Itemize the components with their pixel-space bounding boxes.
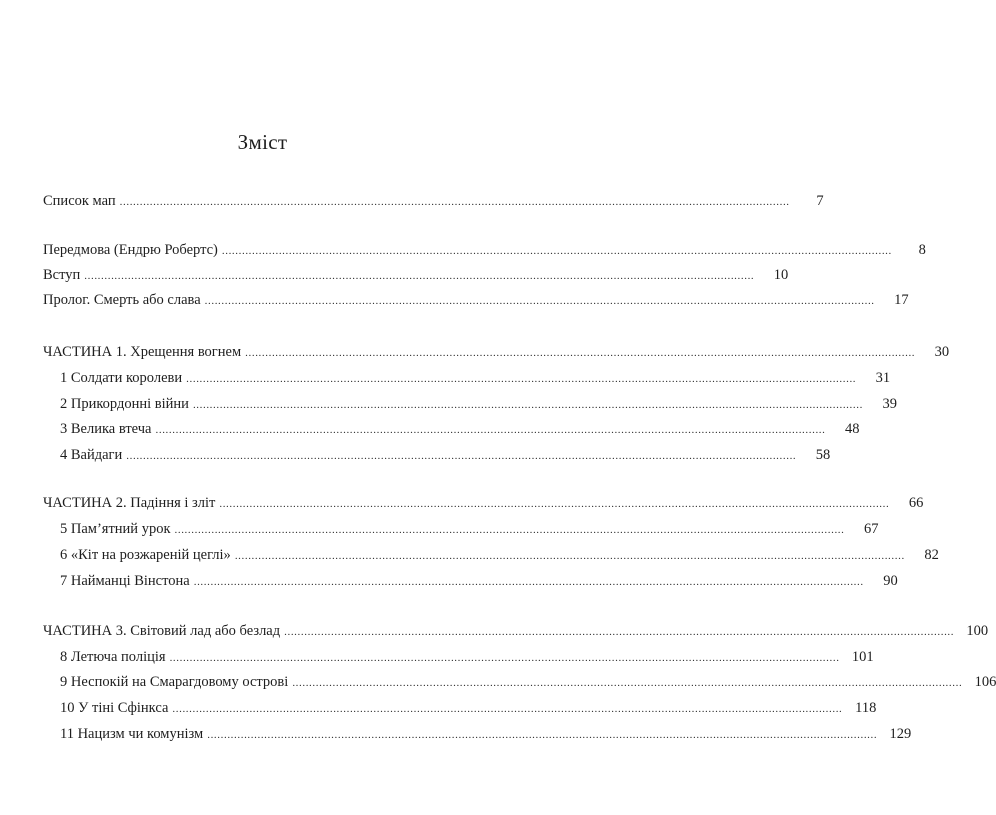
toc-entry — [60, 672, 996, 693]
toc-entry-label: Пролог. Смерть або слава — [43, 292, 201, 308]
toc-entry-label: 9 Неспокій на Смарагдовому острові — [60, 674, 289, 690]
toc-entry — [60, 419, 860, 440]
dot-leader: ........................................................................................................................................................................................................ — [193, 576, 864, 588]
toc-entry-label: Передмова (Ендрю Робертс) — [43, 242, 218, 258]
toc-entry-page: 39 — [882, 396, 897, 412]
toc-entry-label: ЧАСТИНА 1. Хрещення вогнем — [43, 344, 242, 360]
dot-leader: ........................................................................................................................................................................................................ — [186, 373, 857, 385]
toc-entry-label: 8 Летюча поліція — [60, 649, 166, 665]
toc-entry-page: 30 — [934, 344, 950, 360]
toc-entry-page: 7 — [816, 193, 824, 209]
toc-entry-label: 3 Велика втеча — [60, 421, 152, 437]
toc-entry-page: 129 — [889, 726, 912, 742]
toc-entry — [60, 724, 912, 745]
toc-part-heading — [43, 342, 950, 363]
toc-entry-label: 1 Солдати королеви — [60, 370, 183, 386]
dot-leader: ........................................................................................................................................................................................................ — [84, 270, 755, 282]
toc-entry — [43, 290, 909, 311]
toc-entry-page: 48 — [845, 421, 860, 437]
toc-entry — [60, 545, 939, 566]
toc-entry-label: Список мап — [43, 193, 116, 209]
dot-leader: ........................................................................................................................................................................................................ — [219, 498, 890, 510]
toc-part-heading — [43, 621, 989, 642]
toc-entry-page: 31 — [875, 370, 891, 386]
toc-entry-label: 6 «Кіт на розжареній цеглі» — [60, 547, 231, 563]
dot-leader: ........................................................................................................................................................................................................ — [292, 677, 963, 689]
toc-entry-page: 90 — [883, 573, 898, 589]
toc-entry-page: 8 — [918, 242, 926, 258]
toc-entry — [43, 191, 824, 212]
toc-title: Зміст — [237, 130, 288, 154]
dot-leader: ........................................................................................................................................................................................................ — [126, 450, 797, 462]
dot-leader: ........................................................................................................................................................................................................ — [192, 399, 863, 411]
dot-leader: ........................................................................................................................................................................................................ — [119, 196, 790, 208]
dot-leader: ........................................................................................................................................................................................................ — [174, 524, 845, 536]
toc-entry — [60, 445, 831, 466]
dot-leader: ........................................................................................................................................................................................................ — [221, 245, 892, 257]
toc-entry-label: 4 Вайдаги — [60, 447, 123, 463]
toc-entry-page: 106 — [974, 674, 996, 690]
toc-entry-label: ЧАСТИНА 2. Падіння і зліт — [43, 495, 216, 511]
toc-entry — [60, 368, 891, 389]
toc-entry — [60, 647, 874, 668]
toc-entry-label: 11 Нацизм чи комунізм — [60, 726, 204, 742]
dot-leader: ........................................................................................................................................................................................................ — [172, 703, 843, 715]
toc-part-heading — [43, 493, 924, 514]
toc-entry — [60, 698, 877, 719]
toc-entry-page: 58 — [815, 447, 831, 463]
toc-entry — [60, 394, 897, 415]
dot-leader: ........................................................................................................................................................................................................ — [169, 652, 840, 664]
toc-entry-page: 17 — [894, 292, 909, 308]
dot-leader: ........................................................................................................................................................................................................ — [207, 729, 878, 741]
toc-entry-label: Вступ — [43, 267, 81, 283]
toc-entry-page: 118 — [855, 700, 877, 716]
toc-entry-page: 100 — [966, 623, 989, 639]
toc-entry-page: 82 — [924, 547, 939, 563]
toc-entry — [60, 571, 898, 592]
toc-entry — [60, 519, 879, 540]
dot-leader: ........................................................................................................................................................................................................ — [204, 295, 875, 307]
toc-entry-label: 10 У тіні Сфінкса — [60, 700, 169, 716]
dot-leader: ........................................................................................................................................................................................................ — [155, 424, 826, 436]
toc-entry-page: 66 — [908, 495, 924, 511]
toc-entry-label: ЧАСТИНА 3. Світовий лад або безлад — [43, 623, 281, 639]
toc-entry-page: 101 — [851, 649, 874, 665]
dot-leader: ........................................................................................................................................................................................................ — [234, 550, 905, 562]
toc-entry-page: 10 — [773, 267, 789, 283]
toc-entry-page: 67 — [864, 521, 879, 537]
toc-entry-label: 7 Найманці Вінстона — [60, 573, 190, 589]
dot-leader: ........................................................................................................................................................................................................ — [245, 347, 916, 359]
toc-entry — [43, 240, 926, 261]
dot-leader: ........................................................................................................................................................................................................ — [284, 626, 955, 638]
toc-entry — [43, 265, 789, 286]
toc-entry-label: 2 Прикордонні війни — [60, 396, 189, 412]
toc-entry-label: 5 Пам’ятний урок — [60, 521, 171, 537]
